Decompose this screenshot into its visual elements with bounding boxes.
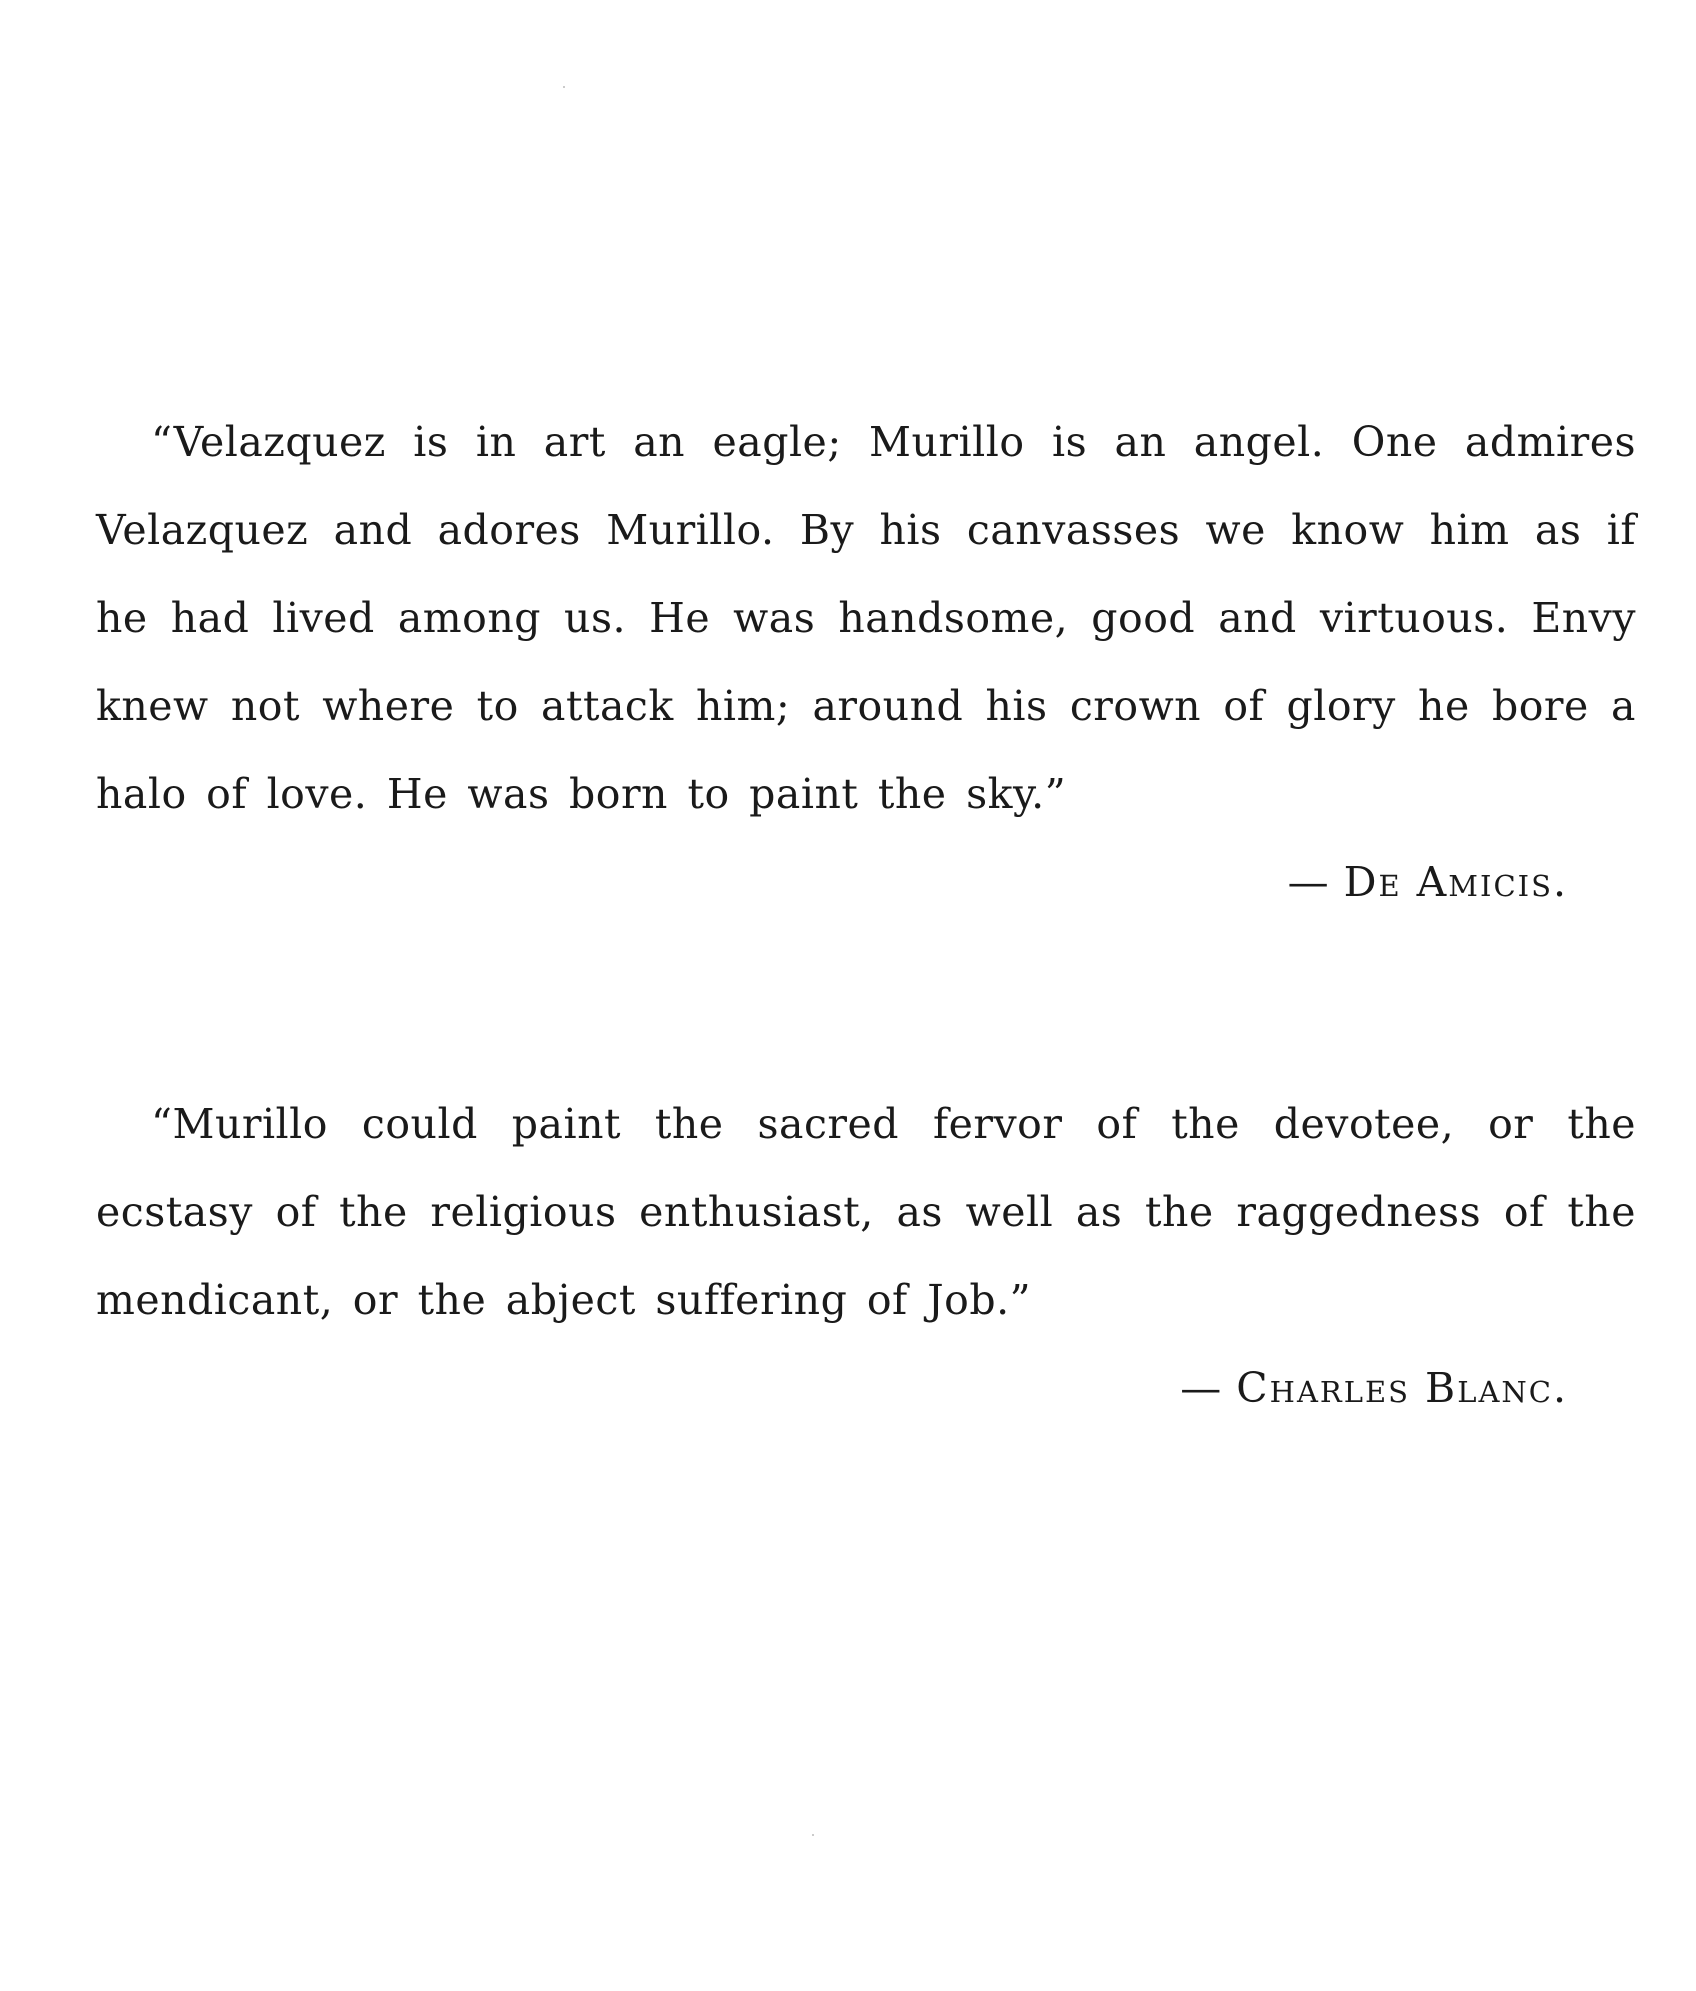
quote-charles-blanc bbox=[96, 1080, 1636, 1432]
attribution-dash: — bbox=[1287, 858, 1329, 906]
attribution-dash: — bbox=[1180, 1364, 1222, 1412]
paper-speck bbox=[812, 1834, 814, 1836]
quote-text: “Velazquez is in art an eagle; Murillo is an angel. One admires Velazquez and adores Murillo. By his canvasses we know him as if he had lived among us. He was handsome, good and virtuous. Envy knew not where to attack him; around his crown of glory he bore a halo of love. He was born to paint the sky.” bbox=[96, 418, 1636, 818]
attribution-author: Charles Blanc. bbox=[1236, 1364, 1568, 1412]
quote-attribution bbox=[96, 838, 1636, 926]
quote-attribution bbox=[96, 1344, 1636, 1432]
quote-text: “Murillo could paint the sacred fervor of the devotee, or the ecstasy of the religious enthusiast, as well as the raggedness of the mendicant, or the abject suffering of Job.” bbox=[96, 1100, 1636, 1324]
paper-speck bbox=[563, 86, 565, 88]
attribution-author: De Amicis. bbox=[1343, 858, 1568, 906]
quote-de-amicis bbox=[96, 398, 1636, 926]
